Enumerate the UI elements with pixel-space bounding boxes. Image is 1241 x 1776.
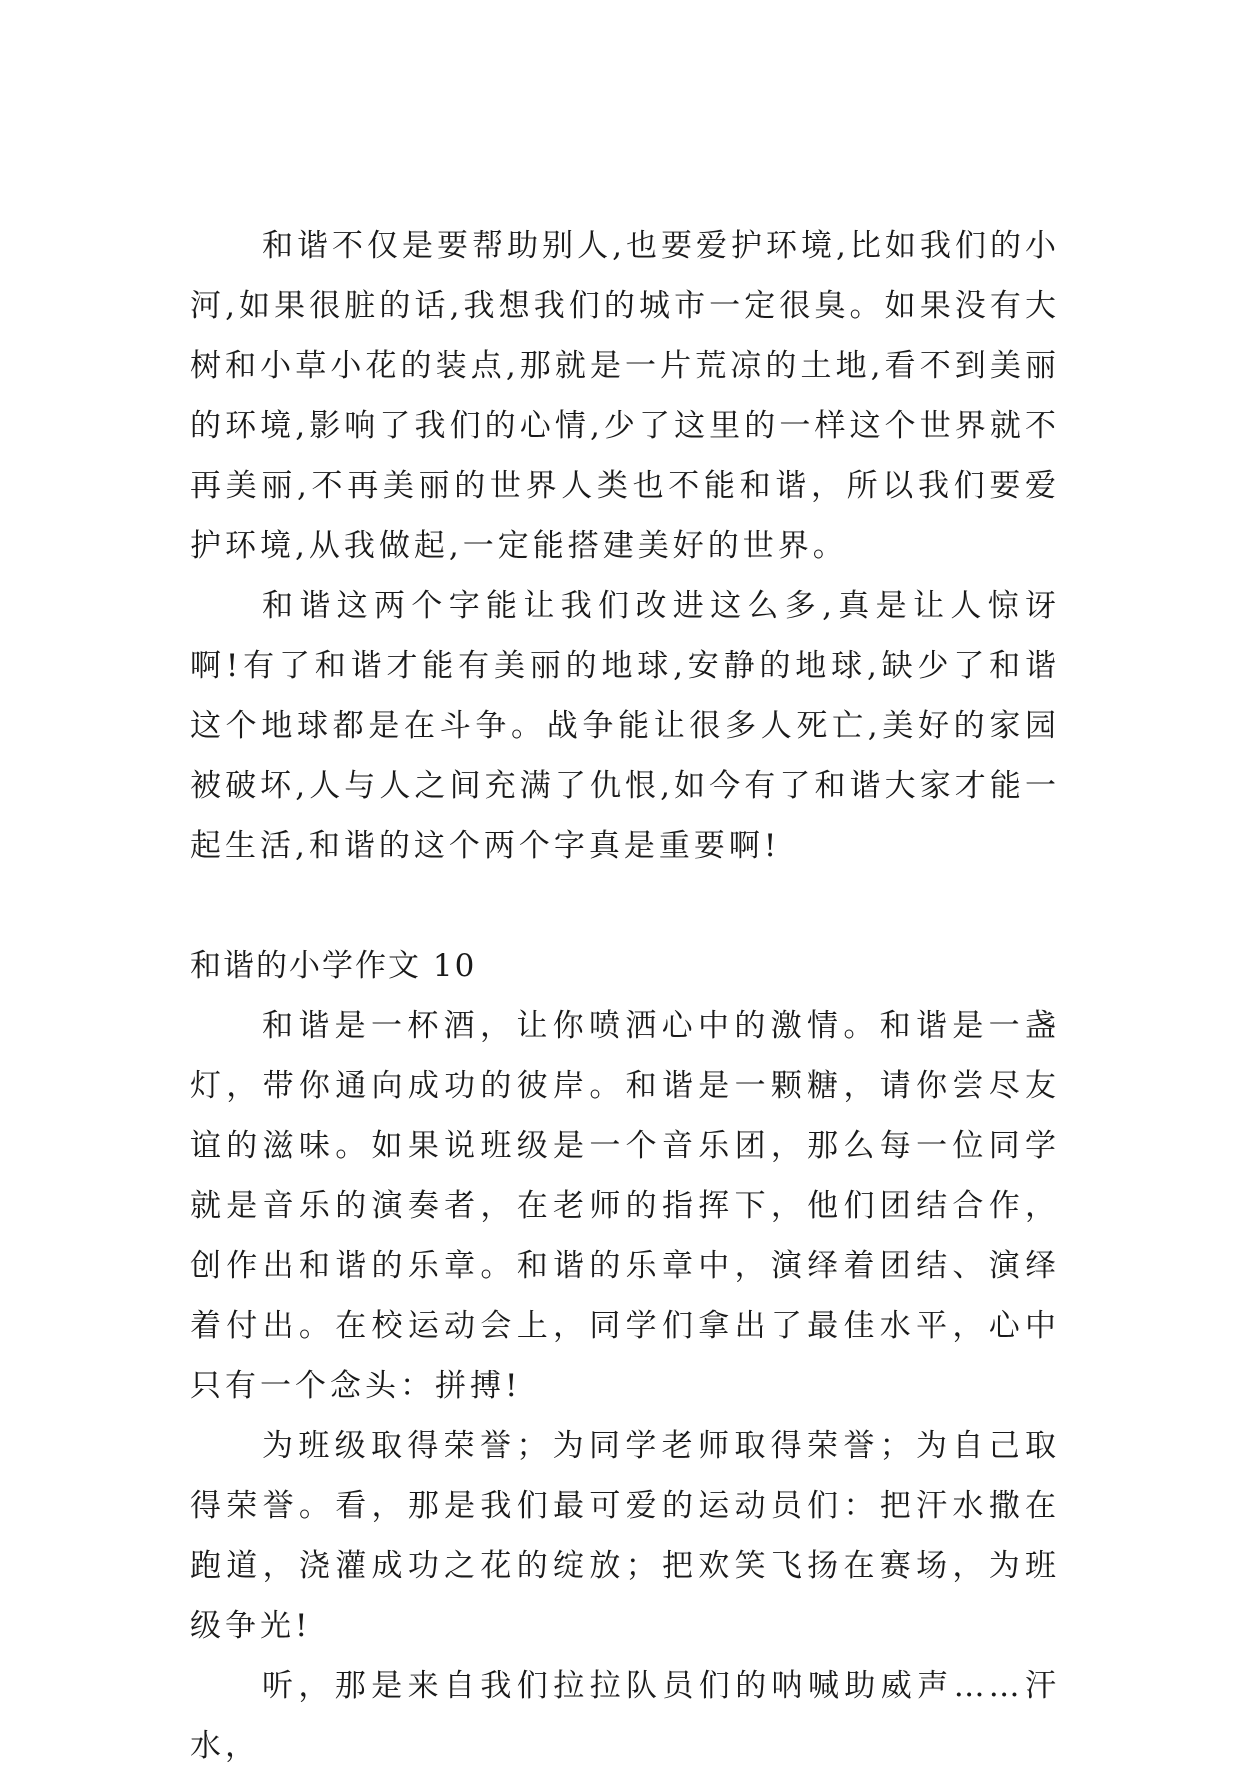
- paragraph-harmony-earth: 和谐这两个字能让我们改进这么多,真是让人惊讶啊!有了和谐才能有美丽的地球,安静的地球,缺少了和谐这个地球都是在斗争。战争能让很多人死亡,美好的家园被破坏,人与人之间充满了仇恨,如今有了和谐大家才能一起生活,和谐的这个两个字真是重要啊!: [190, 588, 1060, 864]
- paragraph-honor: 为班级取得荣誉；为同学老师取得荣誉；为自己取得荣誉。看，那是我们最可爱的运动员们：把汗水撒在跑道，浇灌成功之花的绽放；把欢笑飞扬在赛场，为班级争光!: [190, 1428, 1060, 1644]
- section-heading: 和谐的小学作文 10: [190, 948, 477, 984]
- paragraph-harmony-metaphors: 和谐是一杯酒，让你喷洒心中的激情。和谐是一盏灯，带你通向成功的彼岸。和谐是一颗糖，请你尝尽友谊的滋味。如果说班级是一个音乐团，那么每一位同学就是音乐的演奏者，在老师的指挥下，他们团结合作，创作出和谐的乐章。和谐的乐章中，演绎着团结、演绎着付出。在校运动会上，同学们拿出了最佳水平，心中只有一个念头：拼搏!: [190, 1008, 1060, 1404]
- paragraph-cheering: 听，那是来自我们拉拉队员们的呐喊助威声……汗水，: [190, 1668, 1060, 1764]
- document-page: [190, 216, 1060, 1776]
- paragraph-environment: 和谐不仅是要帮助别人,也要爱护环境,比如我们的小河,如果很脏的话,我想我们的城市一定很臭。如果没有大树和小草小花的装点,那就是一片荒凉的土地,看不到美丽的环境,影响了我们的心情,少了这里的一样这个世界就不再美丽,不再美丽的世界人类也不能和谐，所以我们要爱护环境,从我做起,一定能搭建美好的世界。: [190, 228, 1060, 564]
